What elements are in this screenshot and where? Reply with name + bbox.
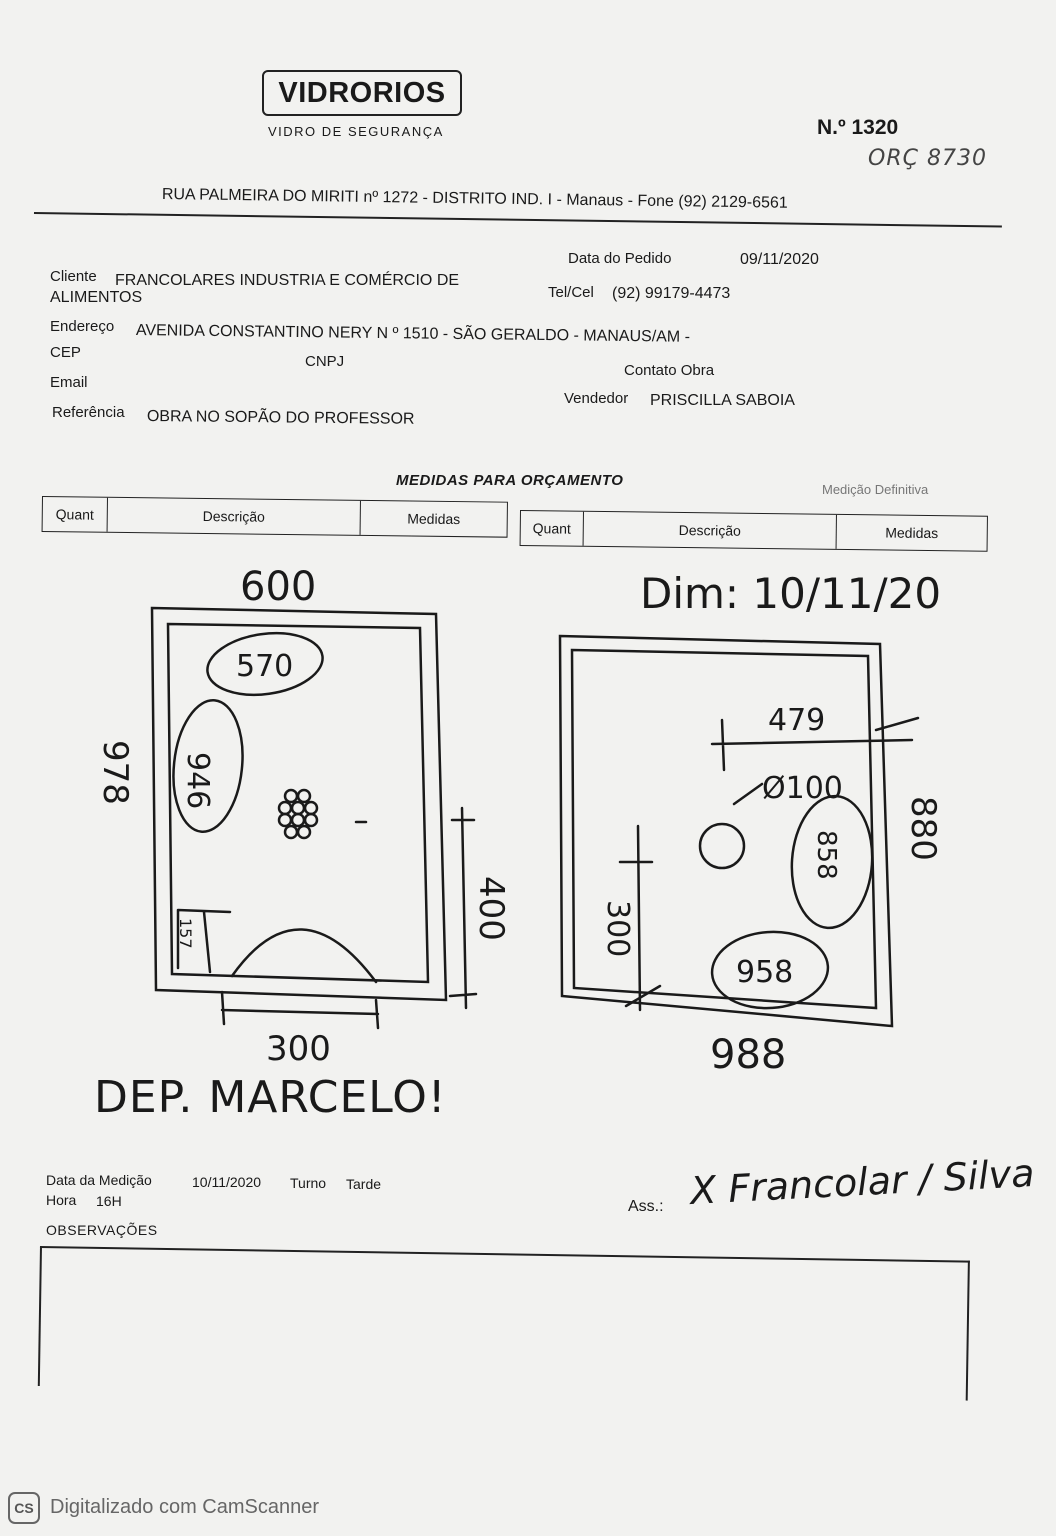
medicao-definitiva: Medição Definitiva <box>822 482 929 497</box>
observacoes-box <box>38 1246 970 1401</box>
left-side-dim: 978 <box>95 740 135 805</box>
left-oval-top: 570 <box>236 649 294 684</box>
observacoes-label: OBSERVAÇÕES <box>46 1222 158 1238</box>
left-pane-sketch <box>152 608 476 1028</box>
right-oval-dim: 858 <box>811 830 841 880</box>
logo-text: VIDRORIOS <box>278 76 446 109</box>
referencia-label: Referência <box>52 404 125 421</box>
company-address: RUA PALMEIRA DO MIRITI nº 1272 - DISTRITO IND. I - Manaus - Fone (92) 2129-6561 <box>161 186 788 212</box>
cep-label: CEP <box>50 344 81 361</box>
col-medidas-left: Medidas <box>407 510 461 528</box>
vendedor-label: Vendedor <box>564 390 629 407</box>
handwritten-note: DEP. MARCELO! <box>94 1072 447 1123</box>
cliente-value-2: ALIMENTOS <box>50 289 143 306</box>
data-medicao-value: 10/11/2020 <box>192 1174 262 1190</box>
right-bottom-dim: 988 <box>710 1032 787 1078</box>
header-divider <box>34 212 1002 228</box>
referencia-value: OBRA NO SOPÃO DO PROFESSOR <box>146 408 415 428</box>
data-medicao-label: Data da Medição <box>46 1172 152 1188</box>
left-top-dim: 600 <box>240 564 317 610</box>
telcel-value: (92) 99179-4473 <box>612 285 731 302</box>
col-descricao-right: Descrição <box>584 512 837 549</box>
data-pedido-label: Data do Pedido <box>568 250 672 267</box>
left-bottom-dim: 300 <box>266 1029 331 1069</box>
hora-value: 16H <box>96 1193 122 1209</box>
right-oval-bottom: 958 <box>736 955 794 990</box>
logo-subtitle: VIDRO DE SEGURANÇA <box>268 124 444 139</box>
right-side-dim-left-sketch: 400 <box>471 876 511 941</box>
col-descricao-left: Descrição <box>108 498 361 535</box>
handwritten-orc-note: ORÇ 8730 <box>868 146 987 171</box>
data-pedido-value: 09/11/2020 <box>740 251 819 268</box>
email-label: Email <box>50 374 88 391</box>
measurements-title: MEDIDAS PARA ORÇAMENTO <box>396 472 624 489</box>
dim-date-heading: Dim: 10/11/20 <box>640 569 942 618</box>
telcel-label: Tel/Cel <box>548 284 594 301</box>
right-top-dim: 479 <box>768 703 826 738</box>
measurements-table-left <box>42 496 508 538</box>
col-quant-left: Quant <box>43 497 108 532</box>
ass-label: Ass.: <box>628 1198 664 1215</box>
turno-value: Tarde <box>346 1176 382 1192</box>
order-number: N.º 1320 <box>817 116 899 139</box>
left-corner-dim: 157 <box>176 918 195 949</box>
cliente-label: Cliente <box>50 268 97 285</box>
company-logo <box>262 70 462 116</box>
contato-obra-label: Contato Obra <box>624 362 715 379</box>
camscanner-watermark: Digitalizado com CamScanner <box>50 1496 320 1518</box>
left-oval-left: 946 <box>180 752 215 810</box>
hora-label: Hora <box>46 1192 77 1208</box>
hole-dim: Ø100 <box>762 771 843 806</box>
cliente-value-1: FRANCOLARES INDUSTRIA E COMÉRCIO DE <box>115 272 460 289</box>
vendedor-value: PRISCILLA SABOIA <box>650 392 795 409</box>
col-quant-right: Quant <box>521 511 584 546</box>
endereco-value: AVENIDA CONSTANTINO NERY N º 1510 - SÃO GERALDO - MANAUS/AM - <box>135 322 691 346</box>
signature: X Francolar / Silva <box>689 1151 1036 1213</box>
cnpj-label: CNPJ <box>305 353 345 370</box>
right-left-dim: 300 <box>600 900 635 958</box>
turno-label: Turno <box>290 1175 327 1191</box>
right-side-dim: 880 <box>903 796 943 861</box>
camscanner-logo-icon: CS <box>8 1492 40 1524</box>
measurement-sketches <box>0 540 1056 1160</box>
endereco-label: Endereço <box>50 318 115 335</box>
col-medidas-right: Medidas <box>885 524 939 542</box>
